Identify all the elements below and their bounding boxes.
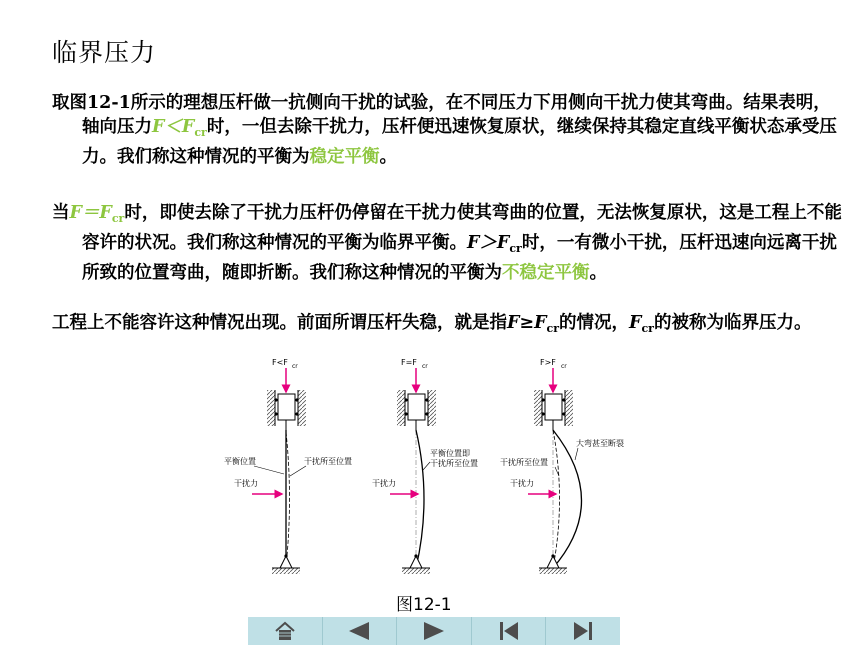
next-slide-button[interactable] [397, 617, 472, 645]
svg-text:干扰所至位置: 干扰所至位置 [430, 459, 478, 468]
formula-f-less: F＜F [152, 117, 195, 137]
paragraph-stable: 取图12-1所示的理想压杆做一抗侧向干扰的试验，在不同压力下用侧向干扰力使其弯曲。结果表明，轴向压力$F<F_{cr}$时，一但去除干扰力，压杆便迅速恢复原状，继续保持其稳定直线平衡状态承受压力。我们称这种情况的平衡为稳定平衡。 [52, 93, 837, 167]
term-stable: 稳定平衡 [309, 147, 380, 167]
svg-text:干扰力: 干扰力 [234, 479, 258, 488]
last-slide-button[interactable] [546, 617, 620, 645]
home-icon [274, 621, 296, 641]
term-unstable: 不稳定平衡 [502, 263, 590, 283]
svg-text:大弯甚至断裂: 大弯甚至断裂 [576, 439, 624, 448]
triangle-left-icon [347, 621, 371, 641]
svg-text:平衡位置: 平衡位置 [224, 457, 256, 466]
skip-last-icon [572, 621, 594, 641]
svg-text:cr: cr [422, 363, 428, 370]
previous-slide-button[interactable] [323, 617, 398, 645]
page-title: 临界压力 [52, 38, 157, 67]
first-slide-button[interactable] [472, 617, 547, 645]
svg-text:平衡位置即: 平衡位置即 [430, 449, 470, 458]
figure-caption: 图12-1 [396, 595, 452, 615]
svg-text:干扰所至位置: 干扰所至位置 [304, 457, 352, 466]
home-button[interactable] [248, 617, 323, 645]
panel-stable [224, 358, 352, 574]
svg-text:F<F: F<F [272, 358, 288, 367]
triangle-right-icon [422, 621, 446, 641]
paragraph-critical-load: 工程上不能容许这种情况出现。前面所谓压杆失稳，就是指$F\ge F_{cr}$的情况，$F_{cr}$的被称为临界压力。 [52, 313, 812, 335]
svg-text:干扰所至位置: 干扰所至位置 [500, 458, 548, 467]
figure-12-1 [210, 352, 650, 584]
slide-navigation [248, 617, 620, 645]
panel-unstable [500, 358, 624, 574]
svg-text:干扰力: 干扰力 [372, 479, 396, 488]
formula-f-ge: F≥F [507, 313, 547, 333]
formula-f-equal: F＝F [69, 203, 112, 223]
svg-text:F>F: F>F [540, 358, 556, 367]
svg-text:cr: cr [292, 363, 298, 370]
paragraph-critical: 当$F=F_{cr}$时，即使去除了干扰力压杆仍停留在干扰力使其弯曲的位置，无法恢复原状，这是工程上不能容许的状况。我们称这种情况的平衡为临界平衡。$F>F_{cr}$时，一有微小干扰，压杆迅速向远离干扰所致的位置弯曲，随即折断。我们称这种情况的平衡为不稳定平衡。 [52, 203, 842, 283]
formula-f-greater: F＞F [467, 233, 510, 253]
svg-text:F=F: F=F [401, 358, 417, 367]
svg-text:干扰力: 干扰力 [510, 479, 534, 488]
svg-text:cr: cr [561, 363, 567, 370]
skip-first-icon [498, 621, 520, 641]
panel-critical [372, 358, 478, 574]
